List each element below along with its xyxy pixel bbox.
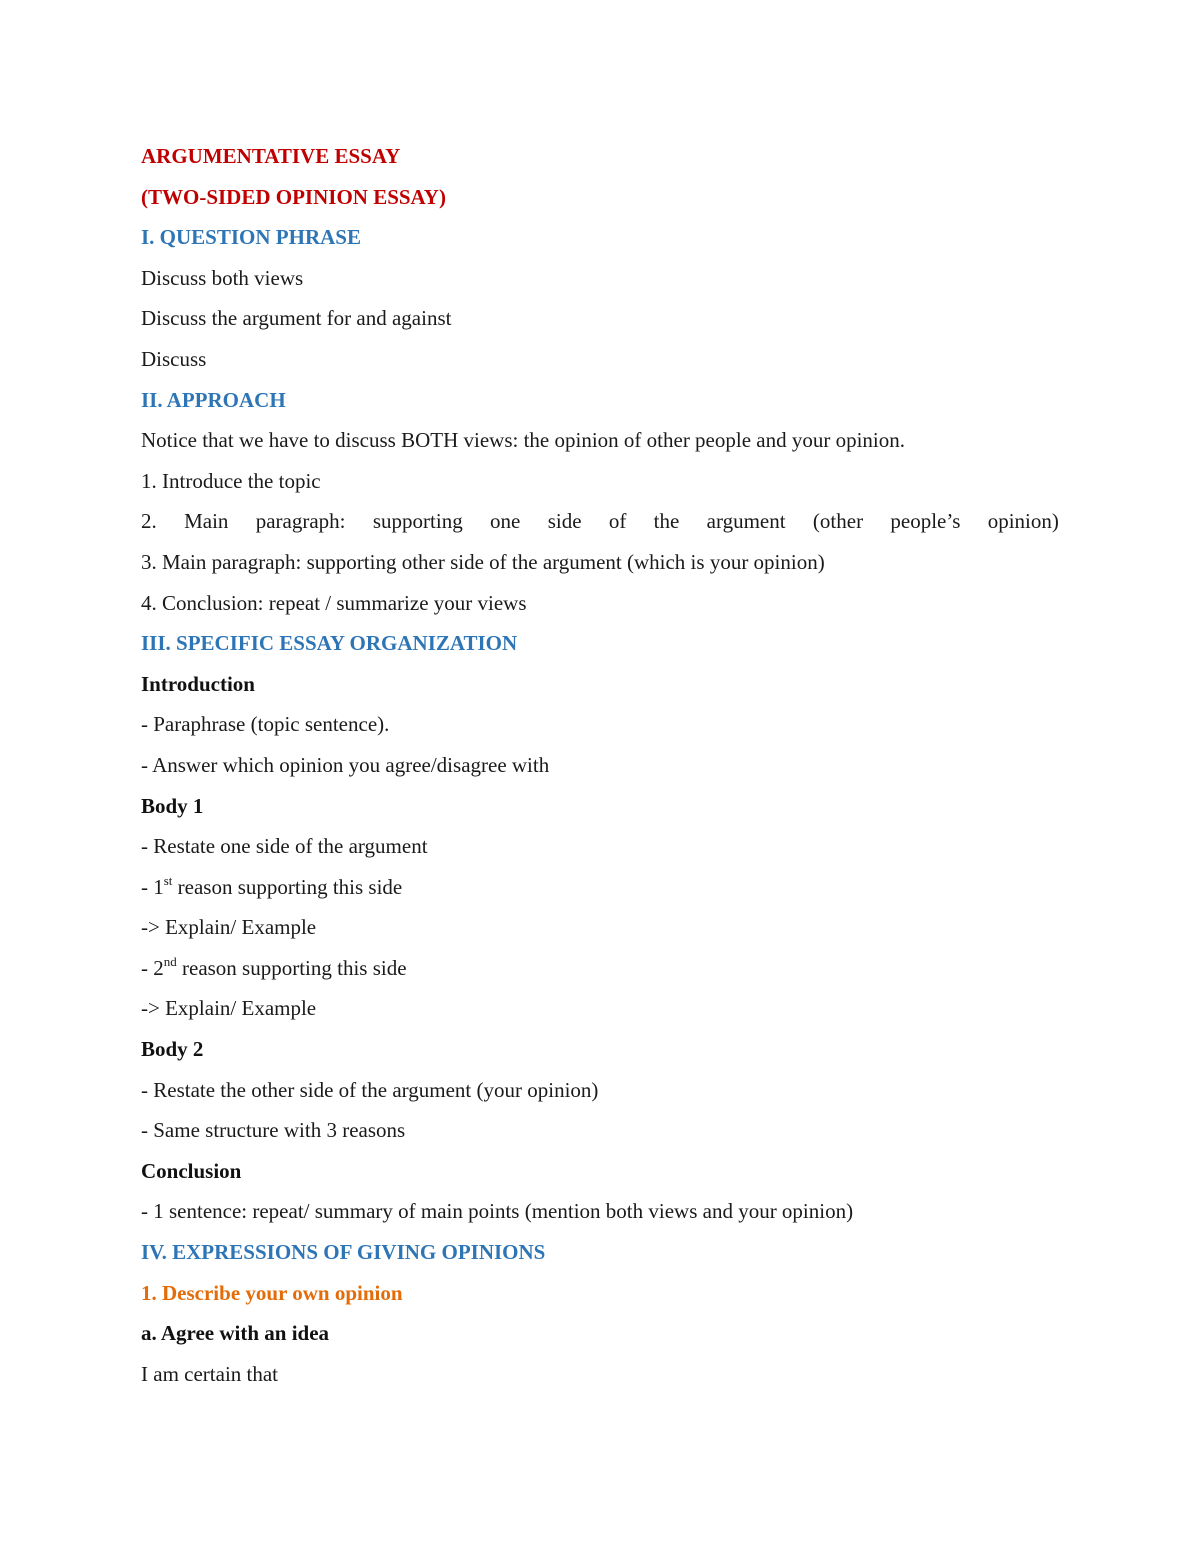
approach-step-4: 4. Conclusion: repeat / summarize your views xyxy=(141,590,527,615)
document-page xyxy=(141,136,1059,1394)
section-heading-approach: II. APPROACH xyxy=(141,387,286,412)
conclusion-item: - 1 sentence: repeat/ summary of main points (mention both views and your opinion) xyxy=(141,1199,854,1224)
body-2-item: - Restate the other side of the argument (your opinion) xyxy=(141,1077,599,1102)
approach-step-2-word: supporting xyxy=(372,509,463,534)
body-2-item: - Same structure with 3 reasons xyxy=(141,1118,406,1143)
reason-2-prefix: - 2 xyxy=(141,955,164,980)
introduction-item: - Paraphrase (topic sentence). xyxy=(141,712,390,737)
expression-item: I am certain that xyxy=(141,1361,279,1386)
body-1-reason-1 xyxy=(141,867,1059,908)
conclusion-label: Conclusion xyxy=(141,1158,242,1183)
approach-step-2-word: opinion) xyxy=(987,509,1059,534)
approach-step-2-word: one xyxy=(490,509,521,534)
reason-1-prefix: - 1 xyxy=(141,874,164,899)
approach-step-2-word: 2. xyxy=(141,509,157,534)
body-1-label: Body 1 xyxy=(141,793,204,818)
approach-step-2-word: people’s xyxy=(890,509,961,534)
approach-step-2-word: the xyxy=(653,509,680,534)
reason-1-ordinal: st xyxy=(163,872,173,888)
section-heading-expressions: IV. EXPRESSIONS OF GIVING OPINIONS xyxy=(141,1240,546,1265)
reason-2-suffix: reason supporting this side xyxy=(176,955,407,980)
reason-1-suffix: reason supporting this side xyxy=(172,874,403,899)
question-phrase-item: Discuss xyxy=(141,346,207,371)
approach-step-2-word: of xyxy=(608,509,627,534)
body-1-explain-1: -> Explain/ Example xyxy=(141,915,317,940)
approach-step-2-word: argument xyxy=(706,509,786,534)
body-2-label: Body 2 xyxy=(141,1037,204,1062)
introduction-item: - Answer which opinion you agree/disagree with xyxy=(141,752,550,777)
approach-step-2 xyxy=(141,501,1059,542)
approach-step-2-word: side xyxy=(547,509,582,534)
section-heading-organization: III. SPECIFIC ESSAY ORGANIZATION xyxy=(141,631,518,656)
approach-step-1: 1. Introduce the topic xyxy=(141,468,321,493)
question-phrase-item: Discuss the argument for and against xyxy=(141,306,452,331)
introduction-label: Introduction xyxy=(141,671,255,696)
document-title: ARGUMENTATIVE ESSAY xyxy=(141,144,401,168)
approach-notice: Notice that we have to discuss BOTH views: the opinion of other people and your opinion. xyxy=(141,428,906,453)
approach-step-2-word: paragraph: xyxy=(255,509,346,534)
question-phrase-item: Discuss both views xyxy=(141,265,304,290)
section-heading-question-phrase: I. QUESTION PHRASE xyxy=(141,225,361,250)
subheading-agree: a. Agree with an idea xyxy=(141,1321,330,1346)
body-1-explain-2: -> Explain/ Example xyxy=(141,996,317,1021)
document-subtitle: (TWO-SIDED OPINION ESSAY) xyxy=(141,184,446,209)
approach-step-2-word: (other xyxy=(812,509,864,534)
reason-2-ordinal: nd xyxy=(163,953,177,969)
body-1-reason-2 xyxy=(141,948,1059,989)
approach-step-3: 3. Main paragraph: supporting other side of the argument (which is your opinion) xyxy=(141,549,825,574)
body-1-restate: - Restate one side of the argument xyxy=(141,834,428,859)
subheading-describe-opinion: 1. Describe your own opinion xyxy=(141,1280,403,1305)
approach-step-2-word: Main xyxy=(184,509,229,534)
